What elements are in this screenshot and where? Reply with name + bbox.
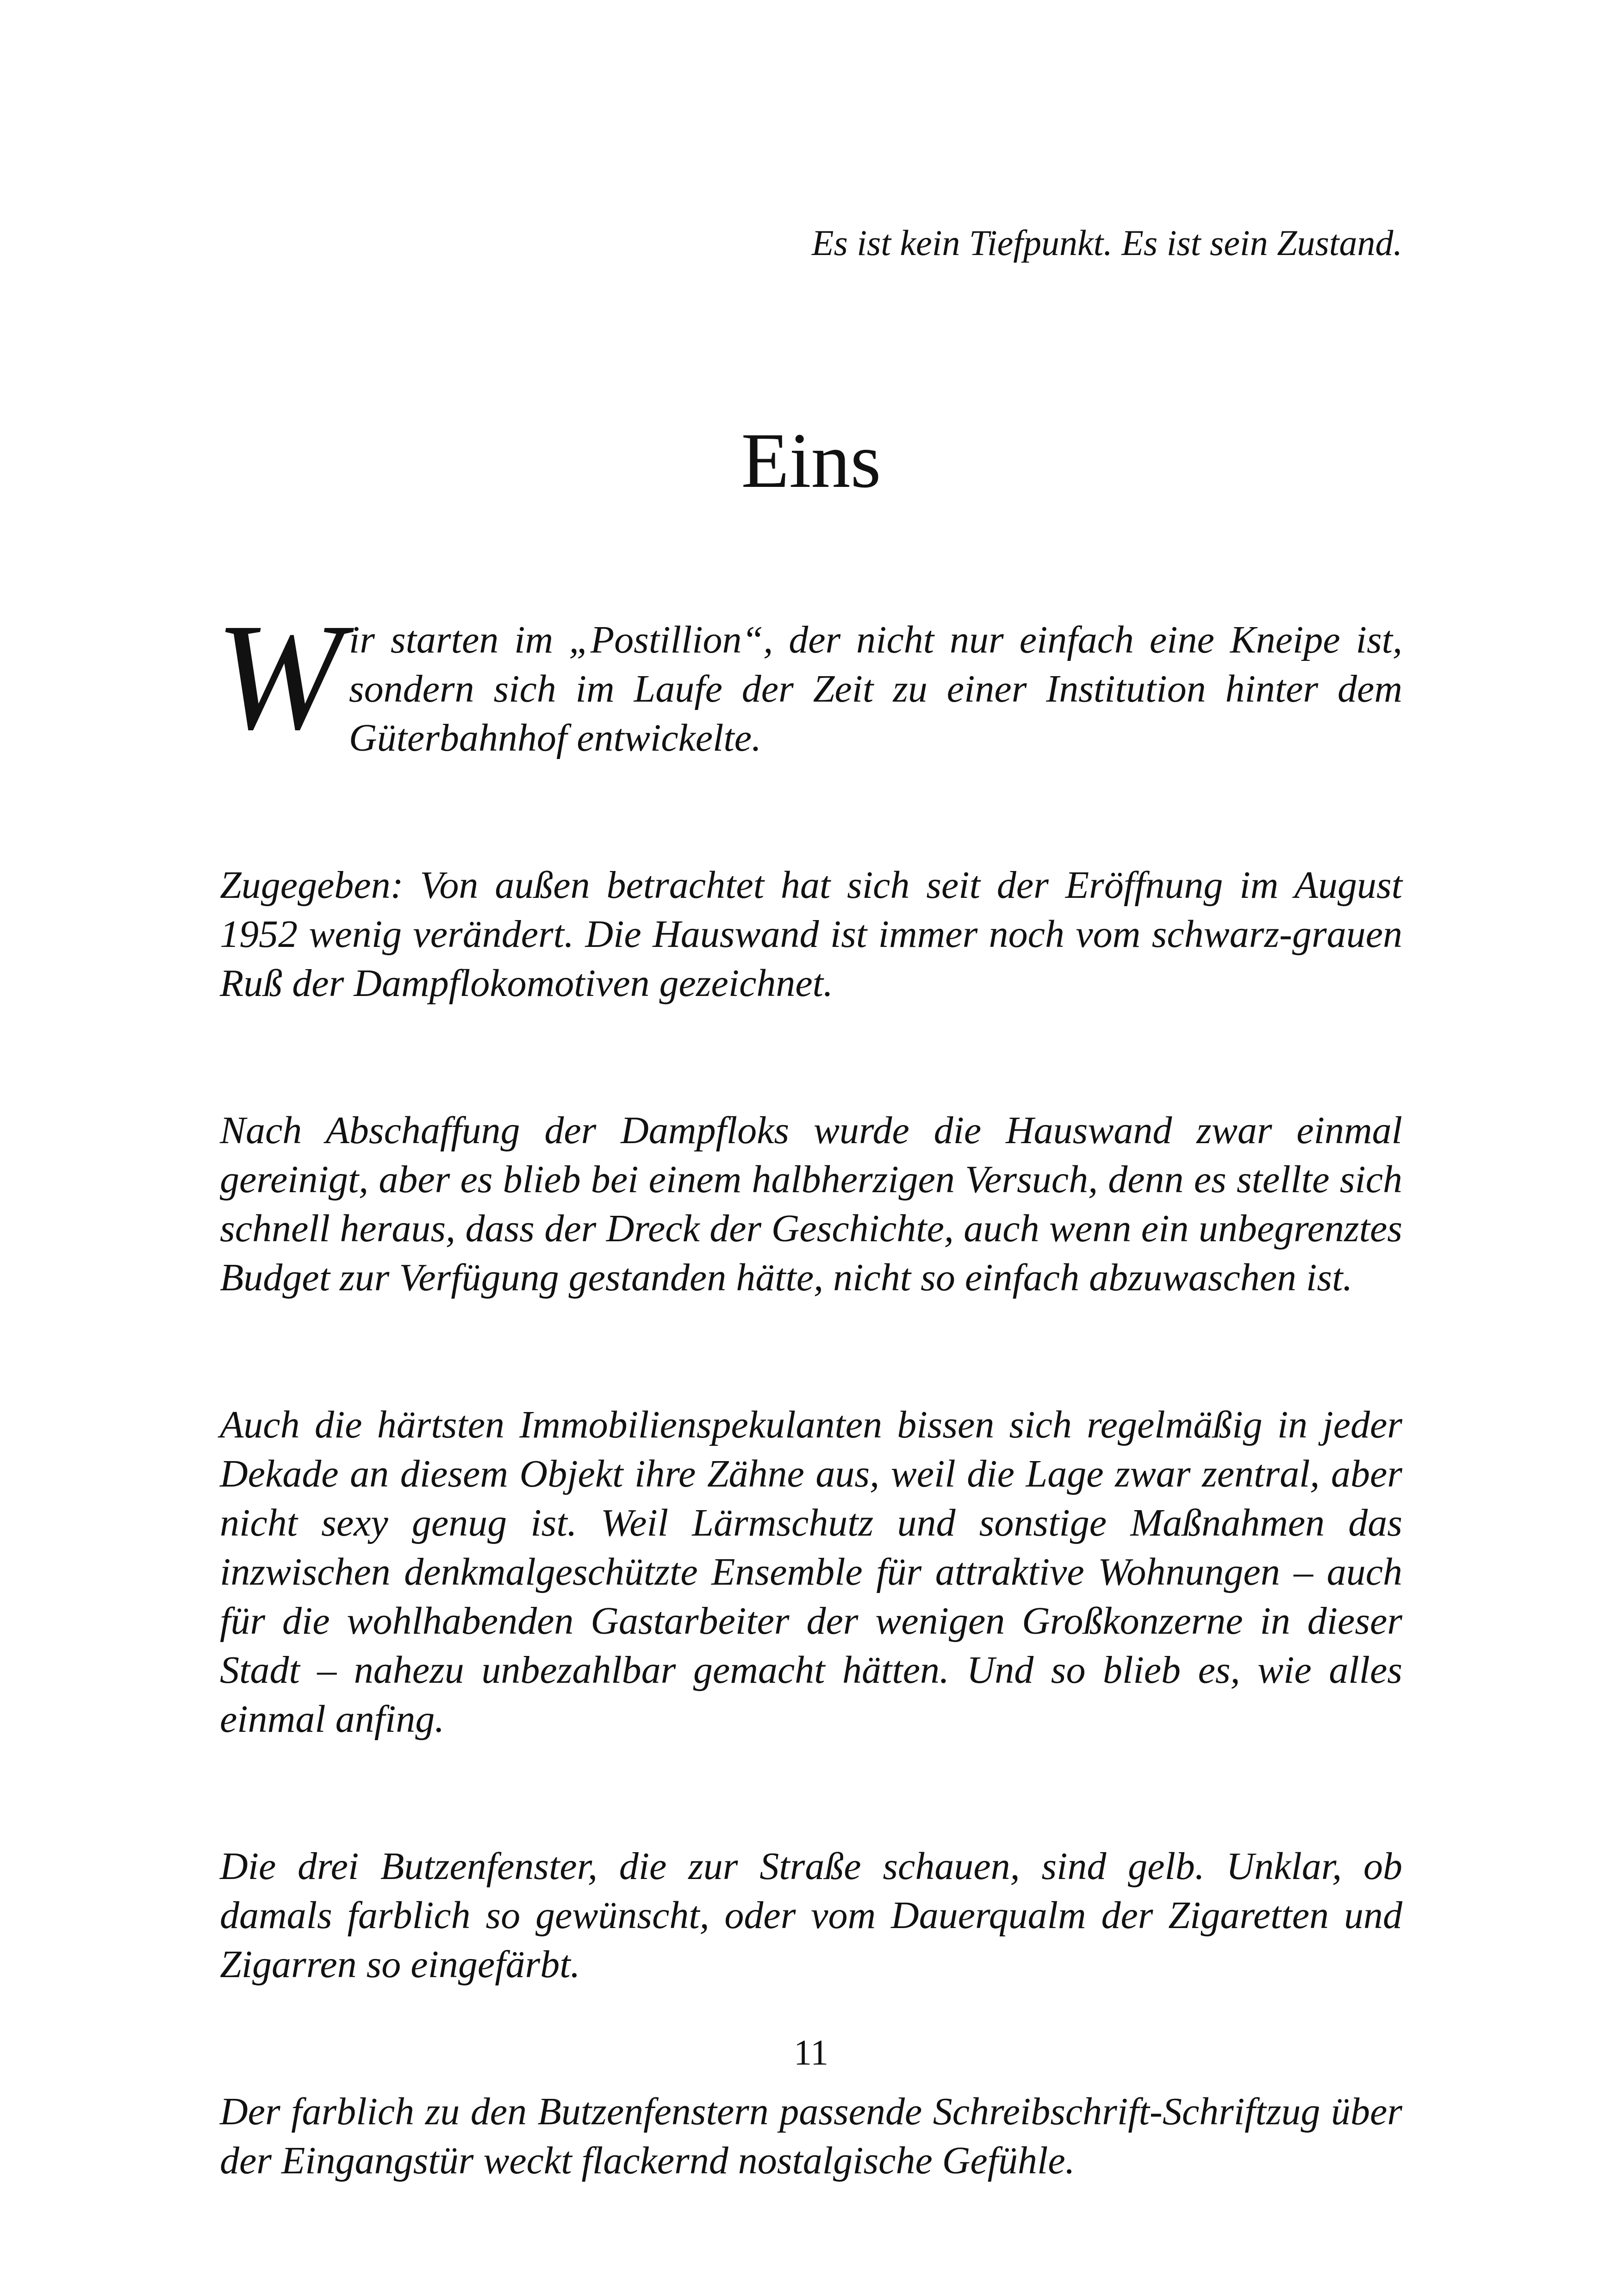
chapter-title: Eins: [741, 417, 881, 504]
paragraph-4: Auch die härtsten Immobilienspekulanten bissen sich regelmäßig in jeder Dekade an diesem Objekt ihre Zähne aus, weil die Lage zwar zentral, aber nicht sexy genug ist. Weil Lärmschutz und sonstige Maßnahmen das inzwischen denkmalgeschützte Ensemble für attraktive Wohnungen – auch für die wohlhabenden Gastarbeiter der wenigen Großkonzerne in dieser Stadt – nahezu unbezahlbar gemacht hätten. Und so blieb es, wie alles einmal anfing.: [220, 1403, 1402, 1741]
paragraph-1: [215, 592, 1402, 763]
paragraph-5: Die drei Butzenfenster, die zur Straße schauen, sind gelb. Unklar, ob damals farblich so gewünscht, oder vom Dauerqualm der Zigaretten und Zigarren so eingefärbt.: [220, 1845, 1402, 1986]
drop-cap: W: [215, 592, 342, 761]
paragraph-3: Nach Abschaffung der Dampfloks wurde die Hauswand zwar einmal gereinigt, aber es blieb bei einem halbherzigen Versuch, denn es stellte sich schnell heraus, dass der Dreck der Geschichte, auch wenn ein unbegrenztes Budget zur Verfügung gestanden hätte, nicht so einfach abzuwaschen ist.: [220, 1109, 1402, 1299]
page-number: 11: [793, 2032, 829, 2072]
chapter-body: [215, 565, 1402, 2185]
paragraph-6: Der farblich zu den Butzenfenstern passende Schreibschrift-Schriftzug über der Eingangstür weckt flackernd nostalgische Gefühle.: [220, 2090, 1402, 2182]
paragraph-1-text: ir starten im „Postillion“, der nicht nur einfach eine Kneipe ist, sondern sich im Laufe der Zeit zu einer Institution hinter dem Güterbahnhof entwickelte.: [348, 618, 1402, 759]
paragraph-2: Zugegeben: Von außen betrachtet hat sich seit der Eröffnung im August 1952 wenig verändert. Die Hauswand ist immer noch vom schwarz-grauen Ruß der Dampflokomotiven gezeichnet.: [220, 864, 1402, 1005]
epigraph: Es ist kein Tiefpunkt. Es ist sein Zustand.: [811, 223, 1402, 263]
